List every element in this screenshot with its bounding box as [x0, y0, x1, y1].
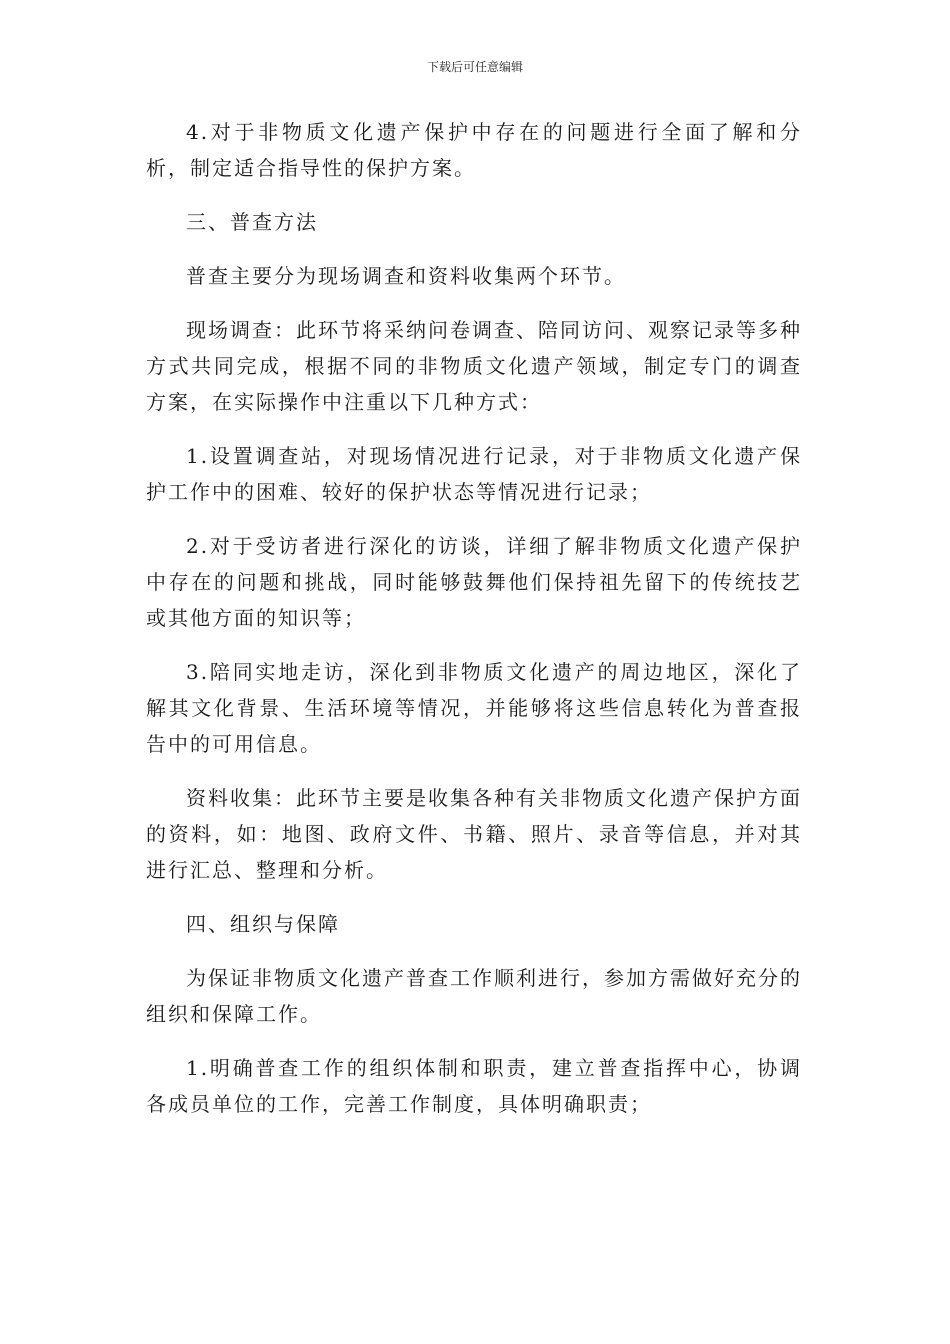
paragraph-item-4-protection-plan: 4.对于非物质文化遗产保护中存在的问题进行全面了解和分析，制定适合指导性的保护方案。	[146, 120, 802, 180]
paragraph-organization-overview: 为保证非物质文化遗产普查工作顺利进行，参加方需做好充分的组织和保障工作。	[146, 966, 802, 1026]
paragraph-organization-item-1: 1.明确普查工作的组织体制和职责，建立普查指挥中心，协调各成员单位的工作，完善工作制度，具体明确职责；	[146, 1056, 802, 1116]
paragraph-field-item-2: 2.对于受访者进行深化的访谈，详细了解非物质文化遗产保护中存在的问题和挑战，同时能够鼓舞他们保持祖先留下的传统技艺或其他方面的知识等；	[146, 534, 802, 630]
paragraph-survey-overview: 普查主要分为现场调查和资料收集两个环节。	[186, 264, 626, 288]
paragraph-field-item-3: 3.陪同实地走访，深化到非物质文化遗产的周边地区，深化了解其文化背景、生活环境等情况，并能够将这些信息转化为普查报告中的可用信息。	[146, 660, 802, 756]
document-body	[146, 114, 802, 1140]
header-note: 下载后可任意编辑	[426, 60, 523, 74]
paragraph-field-item-1: 1.设置调查站，对现场情况进行记录，对于非物质文化遗产保护工作中的困难、较好的保护状态等情况进行记录；	[146, 444, 802, 504]
paragraph-field-survey: 现场调查：此环节将采纳问卷调查、陪同访问、观察记录等多种方式共同完成，根据不同的非物质文化遗产领域，制定专门的调查方案，在实际操作中注重以下几种方式：	[146, 318, 802, 414]
section-heading-survey-methods: 三、普查方法	[186, 210, 318, 234]
paragraph-data-collection: 资料收集：此环节主要是收集各种有关非物质文化遗产保护方面的资料，如：地图、政府文件、书籍、照片、录音等信息，并对其进行汇总、整理和分析。	[146, 786, 802, 882]
section-heading-organization: 四、组织与保障	[186, 912, 340, 936]
